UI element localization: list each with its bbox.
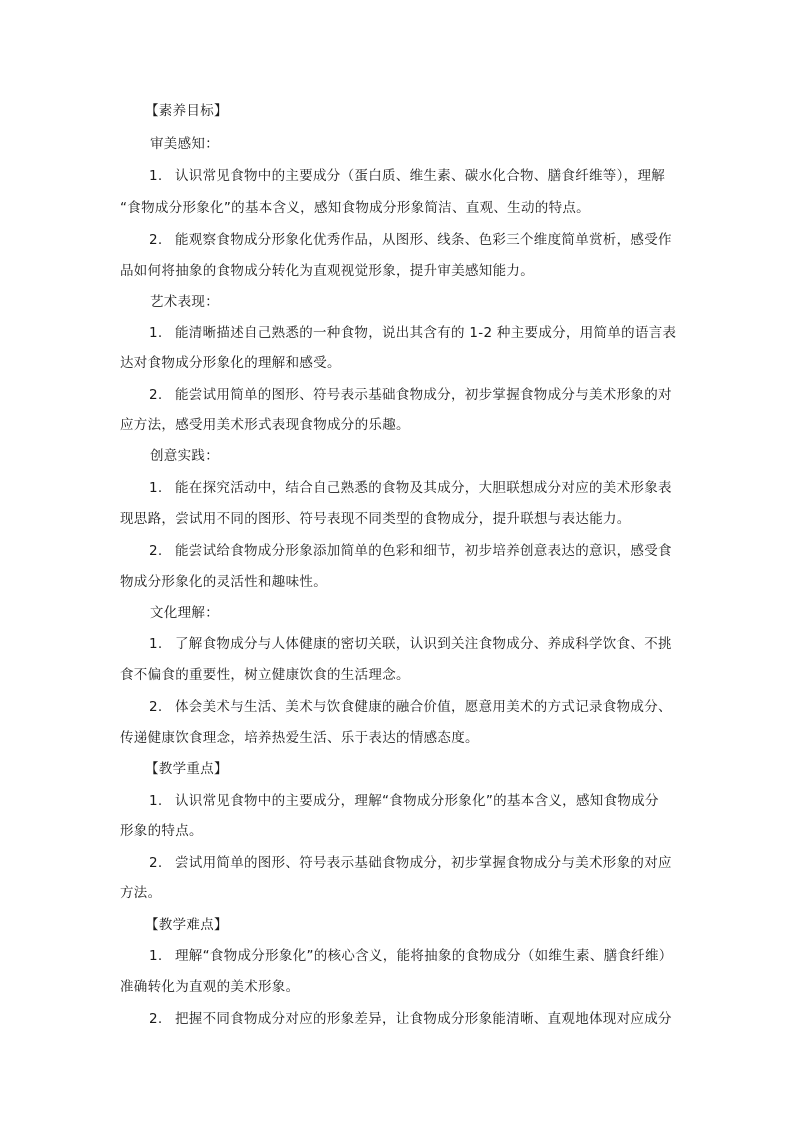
aesthetic-item-2-line-2: 品如何将抽象的食物成分转化为直观视觉形象，提升审美感知能力。: [120, 263, 534, 279]
item-text: 尝试用简单的图形、符号表示基础食物成分，初步掌握食物成分与美术形象的对应: [175, 855, 672, 871]
culture-understanding-title: 文化理解：: [150, 605, 219, 621]
art-item-2-line-1: [0, 385, 794, 405]
creative-item-2-line-2: 物成分形象化的灵活性和趣味性。: [120, 574, 327, 590]
key-item-1-line-1: [0, 791, 794, 811]
aesthetic-item-1-line-2: “食物成分形象化”的基本含义，感知食物成分形象简洁、直观、生动的特点。: [120, 200, 590, 216]
difficulty-item-2-line-1: [0, 1009, 794, 1029]
aesthetic-perception-title: 审美感知：: [150, 136, 219, 152]
difficulty-item-1-line-2: 准确转化为直观的美术形象。: [120, 979, 300, 995]
item-text: 把握不同食物成分对应的形象差异，让食物成分形象能清晰、直观地体现对应成分: [175, 1011, 672, 1027]
art-item-1-line-2: 达对食物成分形象化的理解和感受。: [120, 355, 341, 371]
creative-item-1-line-2: 现思路，尝试用不同的图形、符号表现不同类型的食物成分，提升联想与表达能力。: [120, 511, 631, 527]
key-item-1-line-2: 形象的特点。: [120, 823, 203, 839]
item-number: 1.: [149, 793, 163, 809]
art-item-1-line-1: [0, 323, 794, 343]
item-text: 能清晰描述自己熟悉的一种食物，说出其含有的 1-2 种主要成分，用简单的语言表: [175, 325, 677, 341]
item-number: 2.: [149, 699, 163, 715]
item-number: 1.: [149, 636, 163, 652]
item-number: 2.: [149, 543, 163, 559]
item-number: 1.: [149, 168, 163, 184]
literacy-goals-heading: 【素养目标】: [145, 103, 228, 119]
item-number: 1.: [149, 948, 163, 964]
art-item-2-line-2: 应方法，感受用美术形式表现食物成分的乐趣。: [120, 417, 410, 433]
culture-item-1-line-1: [0, 634, 794, 654]
item-number: 2.: [149, 855, 163, 871]
culture-item-2-line-2: 传递健康饮食理念，培养热爱生活、乐于表达的情感态度。: [120, 730, 479, 746]
key-item-2-line-1: [0, 853, 794, 873]
item-text: 认识常见食物中的主要成分，理解“食物成分形象化”的基本含义，感知食物成分: [175, 793, 659, 809]
difficulties-heading: 【教学难点】: [145, 917, 228, 933]
item-text: 了解食物成分与人体健康的密切关联，认识到关注食物成分、养成科学饮食、不挑: [175, 636, 672, 652]
item-text: 能尝试给食物成分形象添加简单的色彩和细节，初步培养创意表达的意识，感受食: [175, 543, 672, 559]
culture-item-2-line-1: [0, 697, 794, 717]
difficulty-item-1-line-1: [0, 946, 794, 966]
item-text: 认识常见食物中的主要成分（蛋白质、维生素、碳水化合物、膳食纤维等），理解: [175, 168, 666, 184]
item-number: 1.: [149, 325, 163, 341]
key-item-2-line-2: 方法。: [120, 885, 162, 901]
aesthetic-item-2-line-1: [0, 230, 794, 250]
item-text: 能尝试用简单的图形、符号表示基础食物成分，初步掌握食物成分与美术形象的对: [175, 387, 672, 403]
item-text: 体会美术与生活、美术与饮食健康的融合价值，愿意用美术的方式记录食物成分、: [175, 699, 672, 715]
item-text: 能观察食物成分形象化优秀作品，从图形、线条、色彩三个维度简单赏析，感受作: [175, 232, 672, 248]
creative-item-2-line-1: [0, 541, 794, 561]
creative-item-1-line-1: [0, 478, 794, 498]
item-text: 理解“食物成分形象化”的核心含义，能将抽象的食物成分（如维生素、膳食纤维）: [175, 948, 673, 964]
culture-item-1-line-2: 食不偏食的重要性，树立健康饮食的生活理念。: [120, 667, 410, 683]
key-points-heading: 【教学重点】: [145, 761, 228, 777]
item-number: 2.: [149, 232, 163, 248]
item-number: 1.: [149, 480, 163, 496]
art-expression-title: 艺术表现：: [150, 294, 219, 310]
item-number: 2.: [149, 387, 163, 403]
item-text: 能在探究活动中，结合自己熟悉的食物及其成分，大胆联想成分对应的美术形象表: [175, 480, 672, 496]
creative-practice-title: 创意实践：: [150, 448, 219, 464]
item-number: 2.: [149, 1011, 163, 1027]
aesthetic-item-1-line-1: [0, 166, 794, 186]
